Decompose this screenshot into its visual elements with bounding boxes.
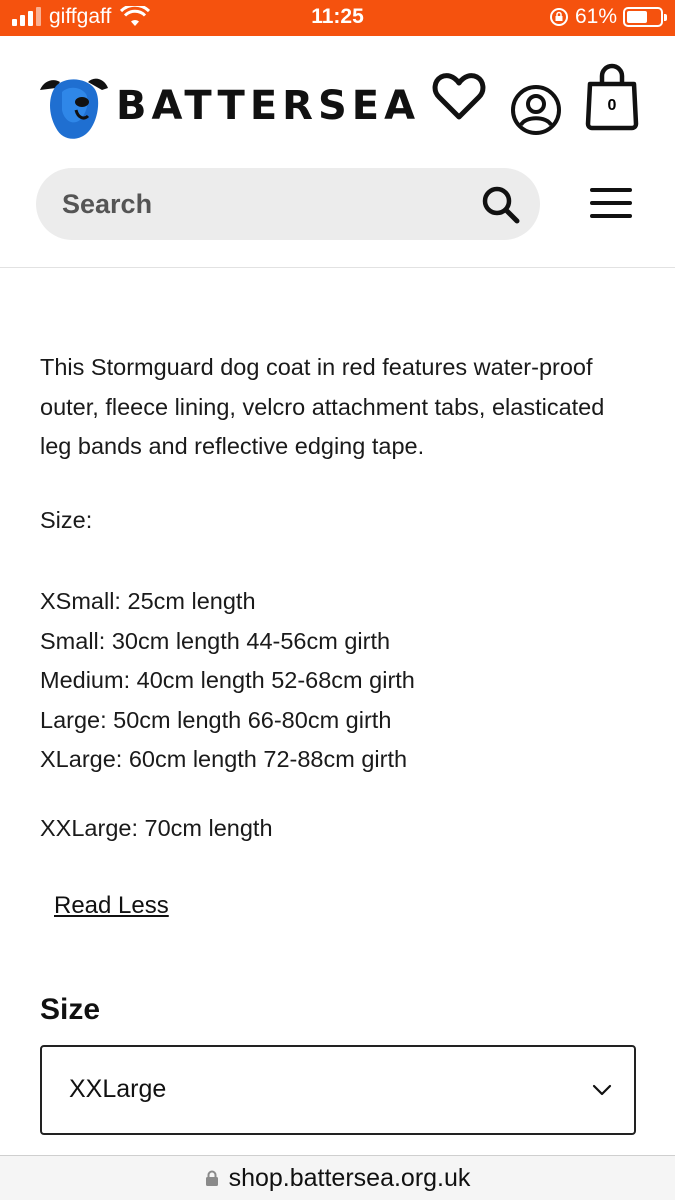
padlock-icon: [205, 1170, 219, 1186]
browser-url-bar[interactable]: [0, 1155, 675, 1200]
size-spec-item: Small: 30cm length 44-56cm girth: [40, 627, 391, 654]
status-right: [549, 5, 663, 29]
rotation-lock-icon: [549, 7, 569, 27]
wishlist-button[interactable]: [432, 72, 486, 122]
chevron-down-icon: [592, 1083, 612, 1097]
description-text: This Stormguard dog coat in red features water-proof outer, fleece lining, velcro attachment tabs, elasticated leg bands and reflective edging tape.: [40, 354, 605, 459]
read-less-link[interactable]: Read Less: [54, 892, 169, 919]
size-spec-label: Size:: [40, 507, 93, 533]
basket-button[interactable]: [584, 62, 640, 132]
heart-icon: [432, 72, 486, 122]
basket-count: 0: [607, 97, 617, 114]
battery-icon: [623, 7, 663, 27]
size-spec-item: XSmall: 25cm length: [40, 588, 256, 614]
hamburger-icon: [590, 188, 632, 192]
account-button[interactable]: [510, 84, 562, 136]
battersea-logo[interactable]: [36, 68, 420, 144]
size-selected-value: XXLarge: [69, 1075, 167, 1103]
search-bar: [36, 168, 540, 240]
site-header: [0, 36, 675, 268]
status-bar: [0, 0, 675, 36]
size-spec-item: Large: 50cm length 66-80cm girth: [40, 706, 392, 733]
dog-logo-icon: [36, 68, 112, 144]
size-spec-item: XLarge: 60cm length 72-88cm girth: [40, 746, 408, 772]
status-time: 11:25: [311, 5, 364, 28]
size-heading: Size: [40, 993, 101, 1026]
size-select[interactable]: [40, 1045, 636, 1135]
brand-name: BATTERSEA: [116, 83, 421, 129]
url-text: shop.battersea.org.uk: [228, 1163, 471, 1192]
battery-percent: 61%: [574, 5, 617, 28]
user-icon: [510, 84, 562, 136]
carrier-name: giffgaff: [49, 5, 112, 28]
size-spec-item: XXLarge: 70cm length: [40, 815, 273, 841]
search-icon: [480, 184, 522, 226]
menu-button[interactable]: [590, 188, 632, 222]
search-input[interactable]: [62, 168, 462, 240]
product-description: [40, 348, 640, 467]
size-spec-list: [40, 582, 415, 780]
search-button[interactable]: [480, 184, 522, 226]
size-spec-item: Medium: 40cm length 52-68cm girth: [40, 667, 415, 693]
